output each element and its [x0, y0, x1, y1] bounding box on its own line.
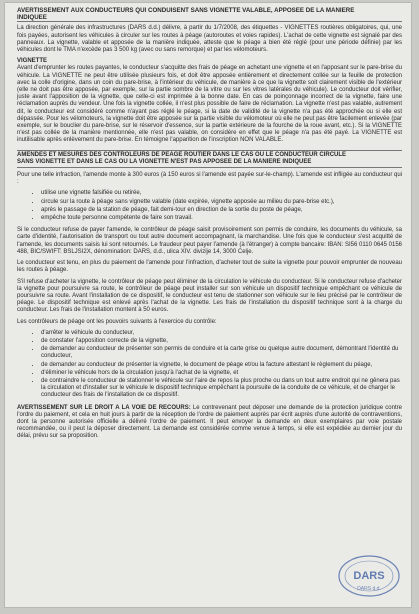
immobilisation-paragraph: S'il refuse d'acheter la vignette, le contrôleur de péage peut éliminer de la circulation le véhicule du conducteur. Si le conducteur refuse d'acheter la vignette pour poursuivre sa route, le contrôleur de péage peut installer sur son véhicule un dispositif technique empêchant ce véhicule de poursuivre sa route. Avant l'installation de ce dispositif, le conducteur est tenu de stationner son véhicule sur le lieu précisé par le contrôleur de péage. Le dispositif technique est enlevé après l'achat de la vignette. Les frais de l'installation du dispositif technique sont à la charge du conducteur. Les frais de l'installation montent à 50 euros. [17, 278, 402, 314]
list-item: • de demander au conducteur de présenter la vignette, le document de péage et/ou la facture attestant le règlement du péage, [41, 362, 402, 369]
stamp-subtext: DARS d.d. [357, 586, 381, 592]
fine-amount-paragraph: Pour une telle infraction, l'amende monte à 300 euros (à 150 euros si l'amende est payée sur-le-champ). L'amende est infligée au conducteur qui : [17, 172, 402, 186]
list-item: • circule sur la route à péage sans vignette valable (date expirée, vignette apposée au milieu du pare-brise etc.), [41, 199, 402, 206]
appeal-paragraph [17, 405, 402, 441]
powers-list [17, 330, 402, 400]
fines-title-1: AMENDES ET MESURES DES CONTROLEURS DE PEAGE ROUTIER DANS LE CAS OU LE CONDUCTEUR CIRCULE [17, 151, 347, 158]
list-item: • après le passage de la station de péage, fait demi-tour en direction de la sortie du poste de péage, [41, 207, 402, 214]
list-item: • de contraindre le conducteur de stationner le véhicule sur l'aire de repos la plus proche ou dans un tout autre endroit qui ne gênera pas la circulation et d'installer sur le véhicule le dispositif technique empêchant la poursuite de la conduite de ce véhicule, et de charger le conducteur des frais de l'installation de ce dispositif. [41, 378, 402, 400]
dars-stamp-icon [337, 553, 401, 599]
list-item: • de constater l'apposition correcte de la vignette, [41, 338, 402, 345]
list-item: • d'éliminer le véhicule hors de la circulation jusqu'à l'achat de la vignette, et [41, 370, 402, 377]
list-item: • empêche toute personne compétente de faire son travail. [41, 215, 402, 222]
refusal-paragraph: Si le conducteur refuse de payer l'amende, le contrôleur de péage saisit provisoirement son permis de conduire, les documents du véhicule, sa carte d'identité, l'autorisation de transport ou tout autre document accompagnant, la marchandise. Une fois que le conducteur s'est acquitté de l'amende, les documents saisis lui sont retournés. Le fraudeur peut payer l'amende (à l'étranger) à compte bancaire: IBAN: SI56 0110 0645 0156 488, BIC/SWIFT: BSLJSI2X, dénomination: DARS, d.d., ulica XIV. divizije 14, 3000 Celje. [17, 227, 402, 255]
offence-list [17, 190, 402, 222]
appeal-text: Le contrevenant peut déposer une demande de la protection juridique contre l'ordre du paiement, et cela en huit jours à partir de la réception de l'ordre de paiement auprès par écrit auprès d'une autorité de contraventions, dont la personne autorisée officielle a délivré l'ordre de paiement. Il peut envoyer la demande en deux exemplaires par voie postale recommandée, ou il peut la déposer directement. La demande est considérée comme venue à temps, si elle est expédiée au dernier jour du délai, prévu sur sa proposition. [17, 404, 402, 440]
fines-section-header [17, 150, 402, 168]
fines-title-2: SANS VIGNETTE ET DANS LE CAS OU LA VIGNETTE N'EST PAS APPOSEE DE LA MANIERE INDIQUEE [17, 158, 312, 165]
title-line-2: INDIQUEE [17, 14, 47, 22]
title-line-1: AVERTISSEMENT AUX CONDUCTEURS QUI CONDUISENT SANS VIGNETTE VALABLE, APPOSEE DE LA MANIERE [17, 7, 355, 14]
vignette-heading: VIGNETTE [17, 58, 48, 65]
header-block [17, 7, 402, 22]
stamp-text: DARS [353, 570, 385, 582]
list-item: • utilise une vignette falsifiée ou retirée, [41, 190, 402, 197]
document-page [4, 2, 412, 608]
appeal-heading: AVERTISSEMENT SUR LE DROIT A LA VOIE DE RECOURS: [17, 404, 191, 411]
list-item: • d'arrêter le véhicule du conducteur, [41, 330, 402, 337]
list-item: • de demander au conducteur de présenter son permis de conduire et la carte grise ou quelque autre document, démontrant l'identité du conducteur, [41, 346, 402, 360]
purchase-paragraph: Le conducteur est tenu, en plus du paiement de l'amende pour l'infraction, d'acheter tout de suite la vignette pour pouvoir emprunter de nouveau les routes à péage. [17, 260, 402, 274]
vignette-paragraph: Avant d'emprunter les routes payantes, le conducteur s'acquitte des frais de péage en achetant une vignette et en l'apposant sur le pare-brise du véhicule. La VIGNETTE ne peut être utilisée plusieurs fois, et doit être apposée entièrement et directement collée sur la feuille de protection avec la colle d'origine, dans un coin du pare-brise, à l'intérieur du véhicule, de manière à ce que la vignette soit clairement visible de l'extérieur (elle ne doit pas être apposée, par exemple, sur la partie sombre de la vitre ou sur les vitres latérales du véhicule). Le conducteur doit vérifier, juste avant l'apposition de la vignette, que celle-ci est imprimée à la bonne date. En cas de poinçonnage incorrect de la vignette, faire une réclamation auprès du vendeur. Une fois la vignette collée, il n'est plus possible de faire de réclamation. La vignette n'est pas valable, autrement dit, le conducteur est considéré comme n'ayant pas réglé le péage, si la date de validité de la vignette n'a pas été approchée ou si elle est dépassée. Pour les vélomoteurs, la vignette doit être apposée sur la partie visible du vélomoteur où elle ne peut pas être facilement enlevée (par exemple, sur le bouclier du pare-brise, sur le réservoir d'essence, sur la partie extérieure de la fourche de la roue avant, etc.). Si la VIGNETTE n'est pas collée de la manière mentionnée, elle n'est pas valable, on considère en effet que le péage n'a pas été payé. La VIGNETTE est inutilisable après enlèvement du pare-brise. En témoigne l'apparition de l'inscription NON VALABLE. [17, 65, 402, 144]
powers-intro: Les contrôleurs de péage ont les pouvoirs suivants à l'exercice du contrôle: [17, 318, 217, 325]
intro-paragraph: La direction générale des infrastructures (DARS d.d.) délivre, à partir du 1/7/2008, des étiquettes - VIGNETTES routières obligatoires, qui, une fois payées, autorisent les véhicules à circuler sur les routes à péage (autoroutes et voies rapides). L'achat de cette vignette est signalé par des panneaux. La vignette, valable et apposée de la manière indiquée, atteste que le péage a bien été réglé (pour une période définie) par les véhicules dont le TMA n'excède pas 3 500 kg (avec ou sans remorque) et par les vélomoteurs. [17, 25, 402, 54]
